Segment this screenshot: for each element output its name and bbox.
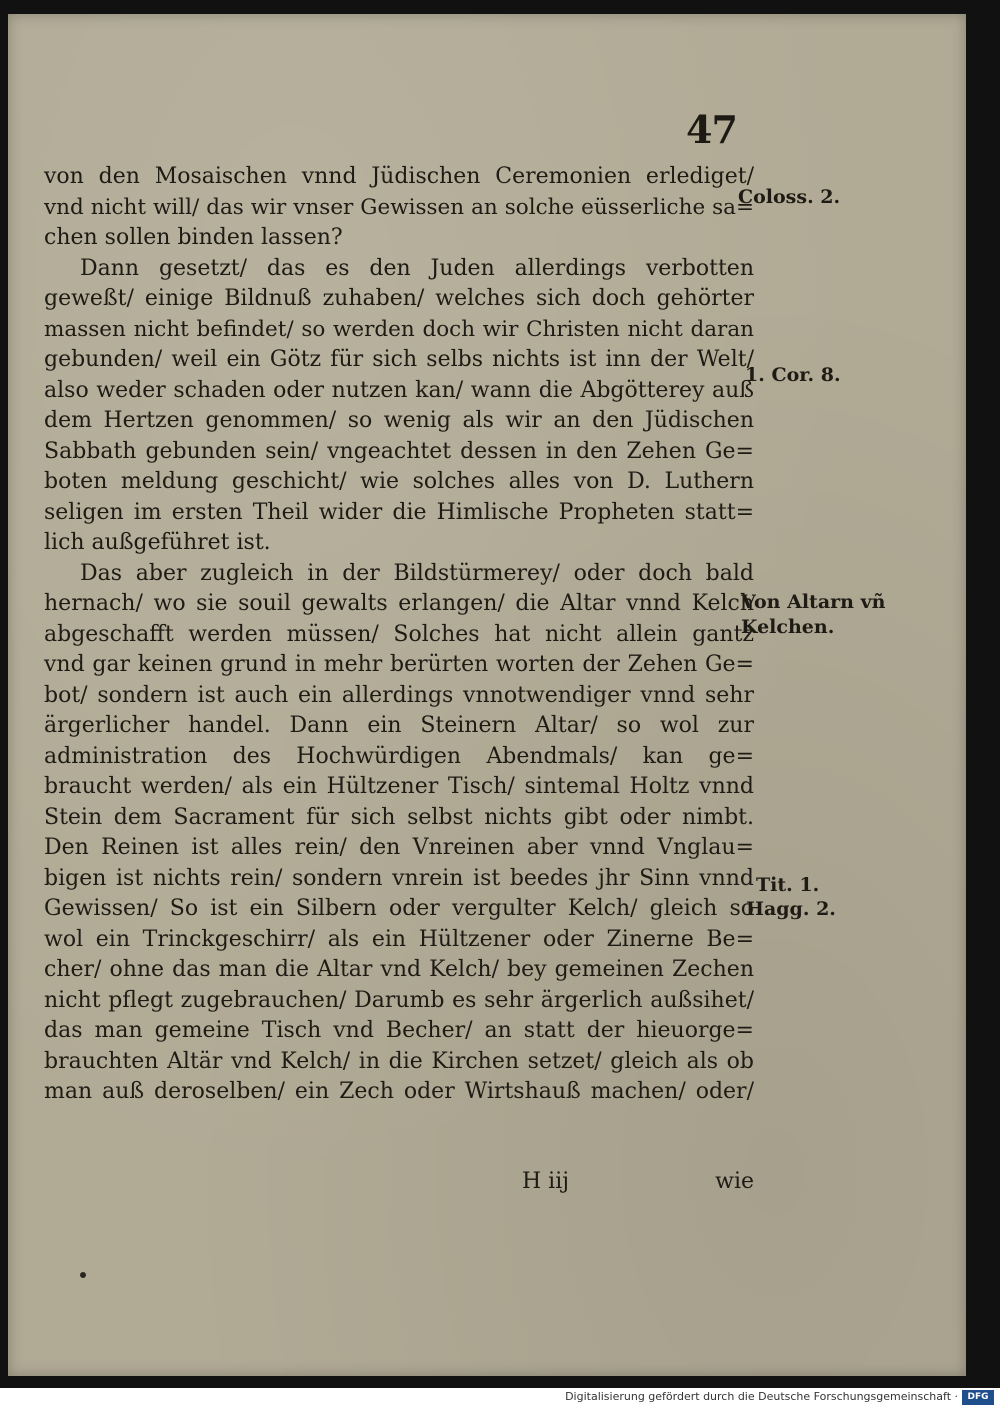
text-line: bot/ sondern ist auch ein allerdings vnnotwendiger vnnd sehr <box>44 682 754 708</box>
text-line: Das aber zugleich in der Bildstürmerey/ oder doch bald <box>80 560 754 586</box>
dfg-logo-icon: DFG <box>962 1390 994 1405</box>
text-line: von den Mosaischen vnnd Jüdischen Ceremonien erlediget/ <box>44 164 754 189</box>
signature-mark: H iij <box>522 1169 570 1194</box>
text-line: Den Reinen ist alles rein/ den Vnreinen aber vnnd Vnglau= <box>44 835 754 860</box>
text-line: abgeschafft werden müssen/ Solches hat nicht allein gantz <box>44 621 754 647</box>
margin-note-coloss: Coloss. 2. <box>738 186 841 208</box>
text-line: Gewissen/ So ist ein Silbern oder vergulter Kelch/ gleich so <box>44 896 754 921</box>
text-line: vnd gar keinen grund in mehr berürten worten der Zehen Ge= <box>44 652 754 677</box>
catchword: wie <box>715 1169 754 1194</box>
page-number: 47 <box>686 107 737 152</box>
text-line: nicht pflegt zugebrauchen/ Darumb es sehr ärgerlich außsihet/ <box>44 987 754 1013</box>
text-line: braucht werden/ als ein Hültzener Tisch/ sintemal Holtz vnnd <box>44 774 754 799</box>
text-line: ärgerlicher handel. Dann ein Steinern Altar/ so wol zur <box>44 713 754 738</box>
text-line: cher/ ohne das man die Altar vnd Kelch/ bey gemeinen Zechen <box>44 957 754 982</box>
text-line: geweßt/ einige Bildnuß zuhaben/ welches sich doch gehörter <box>44 286 754 311</box>
text-line: dem Hertzen genommen/ so wenig als wir an den Jüdischen <box>44 408 754 433</box>
margin-note-hagg: Hagg. 2. <box>746 898 836 920</box>
margin-note-tit: Tit. 1. <box>756 874 820 896</box>
text-line: chen sollen binden lassen? <box>44 225 343 250</box>
text-line: wol ein Trinckgeschirr/ als ein Hültzener oder Zinerne Be= <box>44 926 754 952</box>
text-line: boten meldung geschicht/ wie solches alles von D. Luthern <box>44 469 754 494</box>
footer-credit: Digitalisierung gefördert durch die Deutsche Forschungsgemeinschaft · <box>565 1390 958 1403</box>
body-text <box>44 162 754 1108</box>
margin-note-kelchen: Kelchen. <box>741 616 835 638</box>
text-line: also weder schaden oder nutzen kan/ wann die Abgötterey auß <box>44 377 754 403</box>
page-foot <box>44 1169 754 1203</box>
margin-note-cor: 1. Cor. 8. <box>745 364 841 386</box>
text-line: das man gemeine Tisch vnd Becher/ an statt der hieuorge= <box>44 1018 754 1043</box>
text-line: man auß deroselben/ ein Zech oder Wirtshauß machen/ oder/ <box>44 1079 754 1104</box>
text-line: gebunden/ weil ein Götz für sich selbs nichts ist inn der Welt/ <box>44 347 754 372</box>
text-line: vnd nicht will/ das wir vnser Gewissen an solche eüsserliche sa= <box>44 194 754 220</box>
ink-speck <box>80 1272 86 1278</box>
text-line: seligen im ersten Theil wider die Himlische Propheten statt= <box>44 499 754 525</box>
text-line: administration des Hochwürdigen Abendmals/ kan ge= <box>44 743 754 769</box>
margin-note-altarn: Von Altarn vñ <box>741 591 886 613</box>
text-line: brauchten Altär vnd Kelch/ in die Kirchen setzet/ gleich als ob <box>44 1048 754 1074</box>
footer-bar <box>0 1388 1000 1408</box>
text-line: lich außgeführet ist. <box>44 530 271 555</box>
text-line: bigen ist nichts rein/ sondern vnrein ist beedes jhr Sinn vnnd <box>44 865 754 891</box>
text-line: massen nicht befindet/ so werden doch wir Christen nicht daran <box>44 316 754 342</box>
text-line: Dann gesetzt/ das es den Juden allerdings verbotten <box>80 255 754 281</box>
book-page <box>8 14 966 1376</box>
text-line: Sabbath gebunden sein/ vngeachtet dessen in den Zehen Ge= <box>44 438 754 464</box>
text-line: hernach/ wo sie souil gewalts erlangen/ die Altar vnnd Kelch <box>44 591 754 616</box>
text-line: Stein dem Sacrament für sich selbst nichts gibt oder nimbt. <box>44 804 754 830</box>
